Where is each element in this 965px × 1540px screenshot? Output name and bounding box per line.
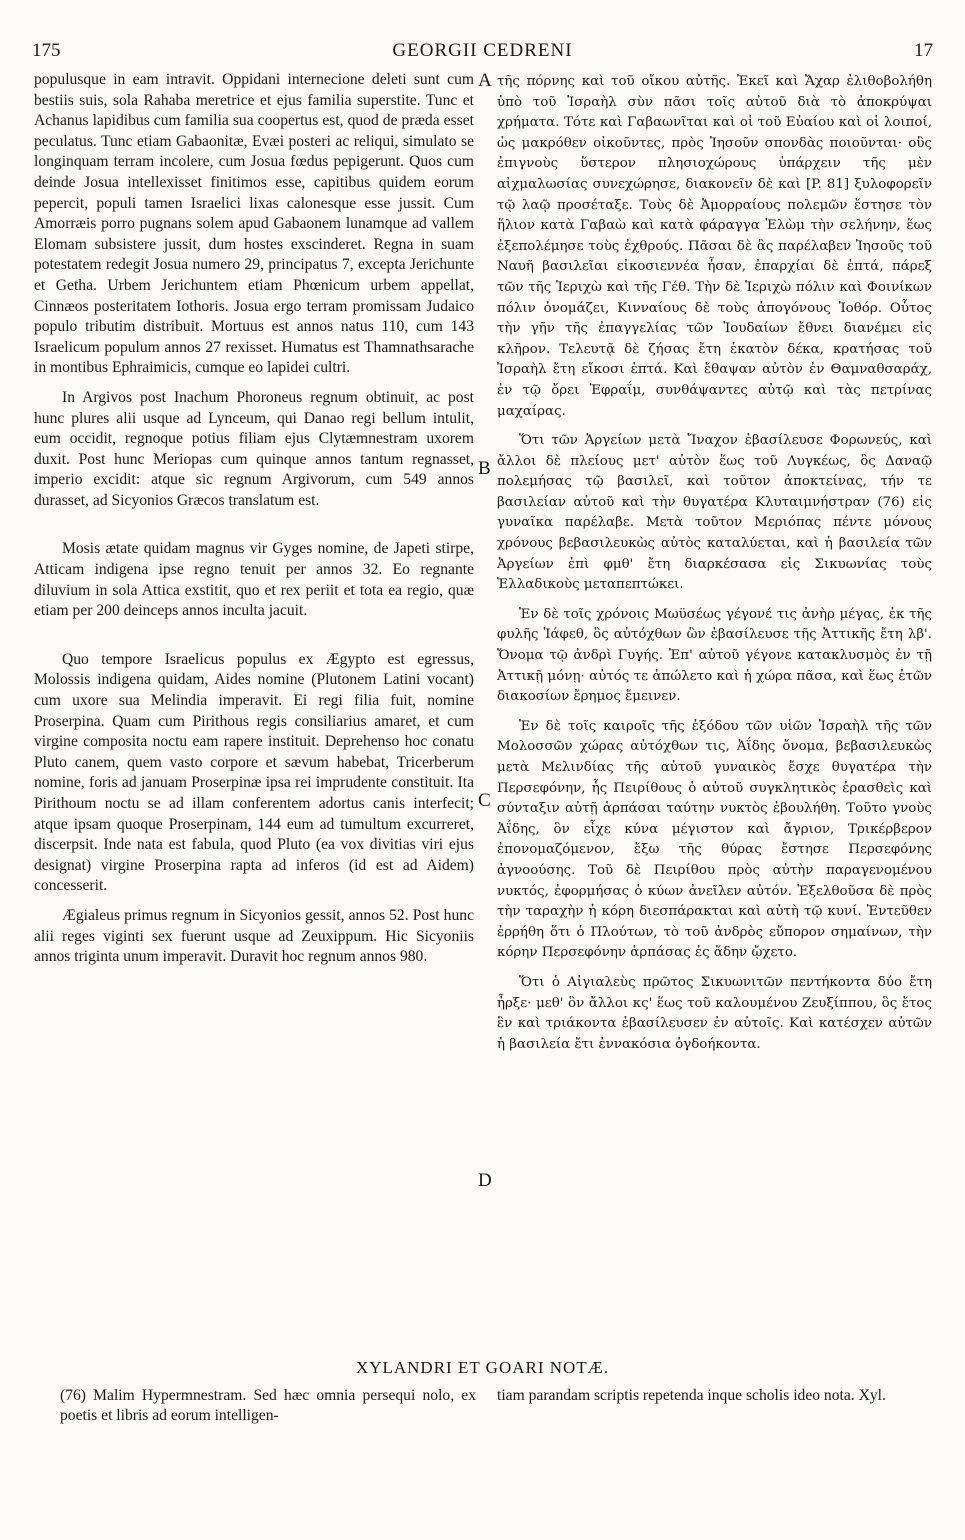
greek-paragraph: Ἐν δὲ τοῖς χρόνοις Μωϋσέως γέγονέ τις ἀνὴρ μέγας, ἐκ τῆς φυλῆς Ἰάφεθ, ὃς αὐτόχθων ὢν ἐβασίλευσε τῆς Ἀττικῆς ἔτη λβ'. Ὄνομα τῷ ἀνδρὶ Γυγής. Ἐπ' αὐτοῦ γέγονε κατακλυσμὸς ἐν τῇ Ἀττικῇ μόνῃ· αὐτός τε ἀπώλετο καὶ ἡ χώρα πᾶσα, καὶ ἕως ἐτῶν διακοσίων ἔρημος ἔμεινεν. (497, 606, 932, 705)
latin-paragraph: populusque in eam intravit. Oppidani internecione deleti sunt cum bestiis suis, sola Rahaba meretrice et ejus familia superstite. Tunc et Achanus lapidibus cum familia sua coopertus est, quod de præda esset peculatus. Tunc etiam Gabaonitæ, Evæi posteri ac reliqui, simulato se longinquam terram incolere, cum Josua fœdus pepigerunt. Quos cum deinde Josua intellexisset finitimos esse, capitibus quidem eorum pepercit, populi tamen Israelici lixas calonesque esse jussit. Cum Amorræis porro pugnans solem apud Gabaonem lunamque ad vallem Elomam subsistere jussit, dum hostes exscinderet. Regna in suam potestatem redegit Josua numero 29, principatus 7, excepta Jerichunte et Getha. Urbem Jerichuntem etiam Phœnicum urbem appellat, Cinnæos posteritatem Iothoris. Josua ergo terram promissam Judaico populo tributim distribuit. Mortuus est annos natus 110, cum 143 Israelicum populum annos 27 rexisset. Humatus est Thamnathsarache in montibus Ephraimicis, cumque eo lapidei cultri. (34, 71, 474, 377)
latin-paragraph: Mosis ætate quidam magnus vir Gyges nomine, de Japeti stirpe, Atticam indigena ipse regno tenuit per annos 32. Eo regnante diluvium in sola Attica exstitit, quo et rex periit et tota ea regio, quæ etiam per 200 deinceps annos inculta jacuit. (34, 540, 474, 620)
note-left: (76) Malim Hypermnestram. Sed hæc omnia persequi nolo, ex poetis et libris ad eorum intelligen- (60, 1387, 476, 1424)
page-number-right: 17 (914, 40, 933, 61)
notes-title: XYLANDRI ET GOARI NOTÆ. (355, 1358, 610, 1377)
margin-letter-a: A (478, 70, 492, 91)
margin-letter-d: D (478, 1170, 492, 1191)
latin-paragraph: Ægialeus primus regnum in Sicyonios gessit, annos 52. Post hunc alii reges viginti sex fuerunt usque ad Zeuxippum. Hic Sicyoniis annos triginta unum imperavit. Duravit hoc regnum annos 980. (34, 906, 474, 966)
greek-paragraph: τῆς πόρνης καὶ τοῦ οἴκου αὐτῆς. Ἐκεῖ καὶ Ἄχαρ ἐλιθοβολήθη ὑπὸ τοῦ Ἰσραὴλ σὺν πᾶσι τοῖς αὐτοῦ διὰ τὸ ἀποκρύψαι χρήματα. Τότε καὶ Γαβαωνῖται καὶ οἱ τοῦ Εὐαίου καὶ οἱ λοιποί, ὡς μακρόθεν οἰκοῦντες, πρὸς Ἰησοῦν σπονδὰς ποιοῦνται· οὓς ἐπιγνοὺς ὕστερον πλησιοχώρους ὑπάρχειν τῆς μὲν αἰχμαλωσίας συνεχώρησε, διακονεῖν δὲ καὶ [P. 81] ξυλοφορεῖν τῷ λαῷ προσέταξε. Τοὺς δὲ Ἀμορραίους πολεμῶν ἔστησε τὸν ἥλιον κατὰ Γαβαὼ καὶ κατὰ φάραγγα Ἐλὼμ τὴν σελήνην, ἕως ἐξεπολέμησε τοὺς ἐχθρούς. Πᾶσαι δὲ ἃς παρέλαβεν Ἰησοῦς τοῦ Ναυῆ βασιλεῖαι εἰκοσιεννέα ἦσαν, ἐπαρχίαι δὲ ἑπτά, πάρεξ τῶν τῆς Ἱεριχὼ καὶ τῆς Γέθ. Τὴν δὲ Ἱεριχὼ πόλιν καὶ Φοινίκων πόλιν ὀνομάζει, Κινναίους δὲ τοὺς ἀπογόνους Ἰοθόρ. Οὗτος τὴν γῆν τῆς ἐπαγγελίας τῶν Ἰουδαίων ἔθνει διανέμει εἰς κλῆρον. Τελευτᾷ δὲ ζήσας ἔτη ἑκατὸν δέκα, κρατήσας τοῦ Ἰσραὴλ ἔτη εἴκοσι ἑπτά. Καὶ ἔθαψαν αὐτὸν ἐν Θαμναθσαράχ, ἐν τῷ ὄρει Ἐφραΐμ, συνθάψαντες αὐτῷ καὶ τὰς πετρίνας μαχαίρας. (497, 74, 932, 419)
margin-letter-b: B (478, 458, 491, 479)
greek-paragraph: Ὅτι ὁ Αἰγιαλεὺς πρῶτος Σικυωνιτῶν πεντήκοντα δύο ἔτη ἦρξε· μεθ' ὃν ἄλλοι κς' ἕως τοῦ καλουμένου Ζευξίππου, ὃς ἔτος ἓν καὶ τριάκοντα ἐβασίλευσεν ἐν αὐτοῖς. Καὶ κατέσχεν αὐτῶν ἡ βασιλεία ἔτι ἐννακόσια ὀγδοήκοντα. (497, 974, 932, 1052)
running-title: GEORGII CEDRENI (392, 40, 573, 61)
greek-paragraph: Ὅτι τῶν Ἀργείων μετὰ Ἴναχον ἐβασίλευσε Φορωνεύς, καὶ ἄλλοι δὲ πλείους μετ' αὐτὸν ἕως τοῦ Λυγκέως, ὃς Δαναῷ πολεμήσας τῷ βασιλεῖ, καὶ τοῦτον ἀποκτείνας, τήν τε βασιλείαν αὐτοῦ καὶ τὴν θυγατέρα Κλυταιμνήστραν (76) εἰς γυναῖκα παρέλαβε. Μετὰ τοῦτον Μεριόπας πέντε μόνους χρόνους βεβασιλευκὼς αὐτὸς καταλύεται, καὶ ἡ βασιλεία τῶν Ἀργείων ἐπὶ φμθ' ἔτη διαρκέσασα εἰς Σικυωνίας τοὺς Ἑλλαδικοὺς μεταπεπτώκει. (497, 433, 932, 593)
latin-paragraph: Quo tempore Israelicus populus ex Ægypto est egressus, Molossis indigena quidam, Aides nomine (Plutonem Latini vocant) cum uxore sua Melindia imperavit. Ei regi filia fuit, nomine Proserpina. Quam cum Pirithous regis consiliarius amaret, et cum virgine composita noctu eam rapere instituit. Deprehenso hoc conatu Pluto canem, quem vasto corpore et sævum habebat, Tricerberum nomine, foris ad januam Proserpinæ ipsa rei imprudente constituit. Ita Pirithoum noctu se ad illam conferentem adortus canis interfecit; atque ipsam quoque Proserpinam, 144 eum ad tumultum excurreret, discerpsit. Inde nata est fabula, quod Pluto (ea vox divitias viri ejus designat) virgine Proserpina rapta ad inferos (id est ad Aidem) concesserit. (34, 650, 474, 895)
latin-column (34, 70, 474, 977)
note-right: tiam parandam scriptis repetenda inque scholis ideo nota. Xyl. (497, 1387, 886, 1404)
page-header (32, 40, 933, 66)
page-number-left: 175 (32, 40, 61, 61)
margin-letter-c: C (478, 790, 491, 811)
greek-column (497, 72, 932, 1064)
latin-paragraph: In Argivos post Inachum Phoroneus regnum obtinuit, ac post hunc plures alii usque ad Lynceum, qui Danao regi bellum intulit, eum occidit, regnoque potius filiam ejus Clytæmnestram uxorem duxit. Post hunc Meriopas cum quinque annos tantum regnasset, imperio excidit: atque sic regnum Argivorum, cum 549 annos durasset, ad Sicyonios Græcos translatum est. (34, 388, 474, 509)
greek-paragraph: Ἐν δὲ τοῖς καιροῖς τῆς ἐξόδου τῶν υἱῶν Ἰσραὴλ τῆς τῶν Μολοσσῶν χώρας αὐτόχθων τις, Ἀΐδης ὄνομα, βεβασιλευκὼς μετὰ Μελινδίας τῆς αὐτοῦ γυναικὸς ἔσχε θυγατέρα τὴν Περσεφόνην, ἧς Πειρίθους ὁ αὐτοῦ συγκλητικὸς ἐρασθεὶς καὶ σύνταξιν αὐτῇ ἁρπάσαι ταύτην νυκτὸς ἐβουλήθη. Τοῦτο γνοὺς Ἀΐδης, ὃν εἶχε κύνα μέγιστον καὶ ἄγριον, Τρικέρβερον ἐπονομαζόμενον, ἔξω τῆς θύρας ἔστησε Περσεφόνης ἀγνοούσης. Τοῦ δὲ Πειρίθου πρὸς αὐτὴν παραγενομένου νυκτός, ἐφορμήσας ὁ κύων ἀνεῖλεν αὐτόν. Ἐξελθοῦσα δὲ πρὸς τὴν ταραχὴν ἡ κόρη διεσπάρακται καὶ αὐτὴ τῷ κυνί. Ἐντεῦθεν ἐρρήθη ὅτι ὁ Πλούτων, τὸ τοῦ ἀνδρὸς εὔπορον σημαίνων, τὴν κόρην Περσεφόνην ἁρπάσας ἐς ἅδην ᾤχετο. (497, 718, 932, 961)
